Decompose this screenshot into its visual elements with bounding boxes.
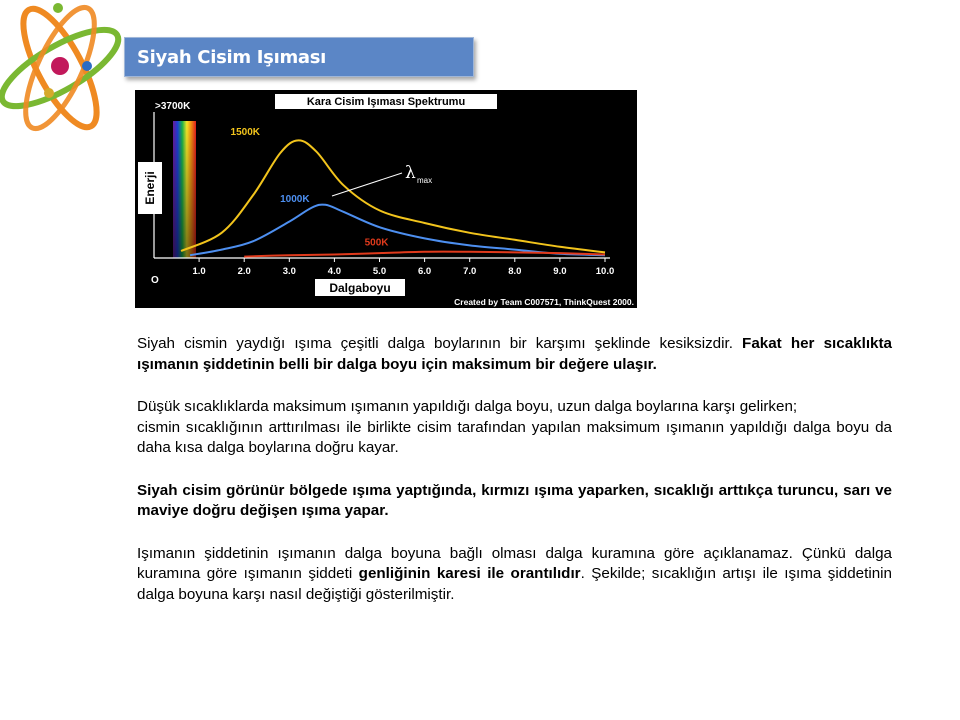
- origin-label: O: [151, 275, 159, 286]
- blackbody-chart: [135, 90, 637, 308]
- body-text: [137, 334, 892, 627]
- chart-title: Kara Cisim Işıması Spektrumu: [306, 96, 466, 108]
- x-axis-label: Dalgaboyu: [329, 281, 391, 295]
- x-tick-label: 2.0: [237, 266, 251, 277]
- slide-title: Siyah Cisim Işıması: [137, 46, 327, 68]
- slide-title-box: [124, 37, 474, 77]
- x-tick-group: [192, 258, 614, 277]
- series-label-1500K: 1500K: [230, 126, 260, 138]
- paragraph-1: [137, 334, 892, 375]
- x-tick-label: 5.0: [372, 266, 387, 277]
- text-run: Işımanın şiddetinin ışımanın dalga boyuna bağlı olması dalga kuramına göre açıklanamaz. Çünkü dalga kuramına göre ışımanın şiddeti: [137, 544, 892, 582]
- x-tick-label: 3.0: [282, 266, 296, 277]
- paragraph-3: [137, 481, 892, 522]
- curve-group: [181, 127, 605, 257]
- bold-text-run: genliğinin karesi ile orantılıdır: [358, 565, 581, 582]
- atom-logo-icon: [0, 0, 125, 140]
- bold-text-run: Siyah cisim görünür bölgede ışıma yaptığında, kırmızı ışıma yaparken, sıcaklığı arttıkça turuncu, sarı ve maviye doğru değişen ışıma yapar.: [137, 481, 892, 519]
- x-tick-label: 10.0: [595, 266, 615, 277]
- series-label-500K: 500K: [364, 237, 389, 249]
- paragraph-2: [137, 397, 892, 459]
- text-run: . Şekilde; sıcaklığın artışı ile ışıma şiddetinin dalga boyuna karşı nasıl değiştiği gösterilmiştir.: [137, 565, 892, 603]
- bold-text-run: Fakat her sıcaklıkta ışımanın şiddetinin belli bir dalga boyu için maksimum bir değere ulaşır.: [137, 335, 892, 373]
- x-tick-label: 7.0: [463, 266, 477, 277]
- lambda-max-symbol: λ: [405, 163, 416, 183]
- chart-credit: Created by Team C007571, ThinkQuest 2000.: [454, 297, 634, 307]
- x-tick-label: 9.0: [553, 266, 567, 277]
- text-run: Siyah cismin yaydığı ışıma çeşitli dalga boylarının bir karşımı şeklinde kesiksizdir.: [137, 335, 743, 352]
- text-run: cismin sıcaklığının arttırılması ile birlikte cisim tarafından yapılan maksimum ışımanın yapıldığı dalga boyu da daha kısa dalga boylarına doğru kayar.: [137, 418, 892, 456]
- paragraph-4: [137, 544, 892, 606]
- series-line-1000K: [190, 205, 605, 256]
- x-tick-label: 1.0: [192, 266, 206, 277]
- spectrum-label: >3700K: [155, 101, 191, 112]
- x-tick-label: 8.0: [508, 266, 522, 277]
- series-line-1500K: [181, 140, 605, 252]
- x-tick-label: 6.0: [417, 266, 432, 277]
- x-tick-label: 4.0: [327, 266, 342, 277]
- series-label-1000K: 1000K: [280, 194, 310, 205]
- chart-svg: [135, 90, 637, 308]
- lambda-max-subscript: max: [417, 176, 433, 185]
- y-axis-label: Enerji: [143, 171, 157, 205]
- text-run: Düşük sıcaklıklarda maksimum ışımanın yapıldığı dalga boyu, uzun dalga boylarına karşı gelirken;: [137, 398, 798, 415]
